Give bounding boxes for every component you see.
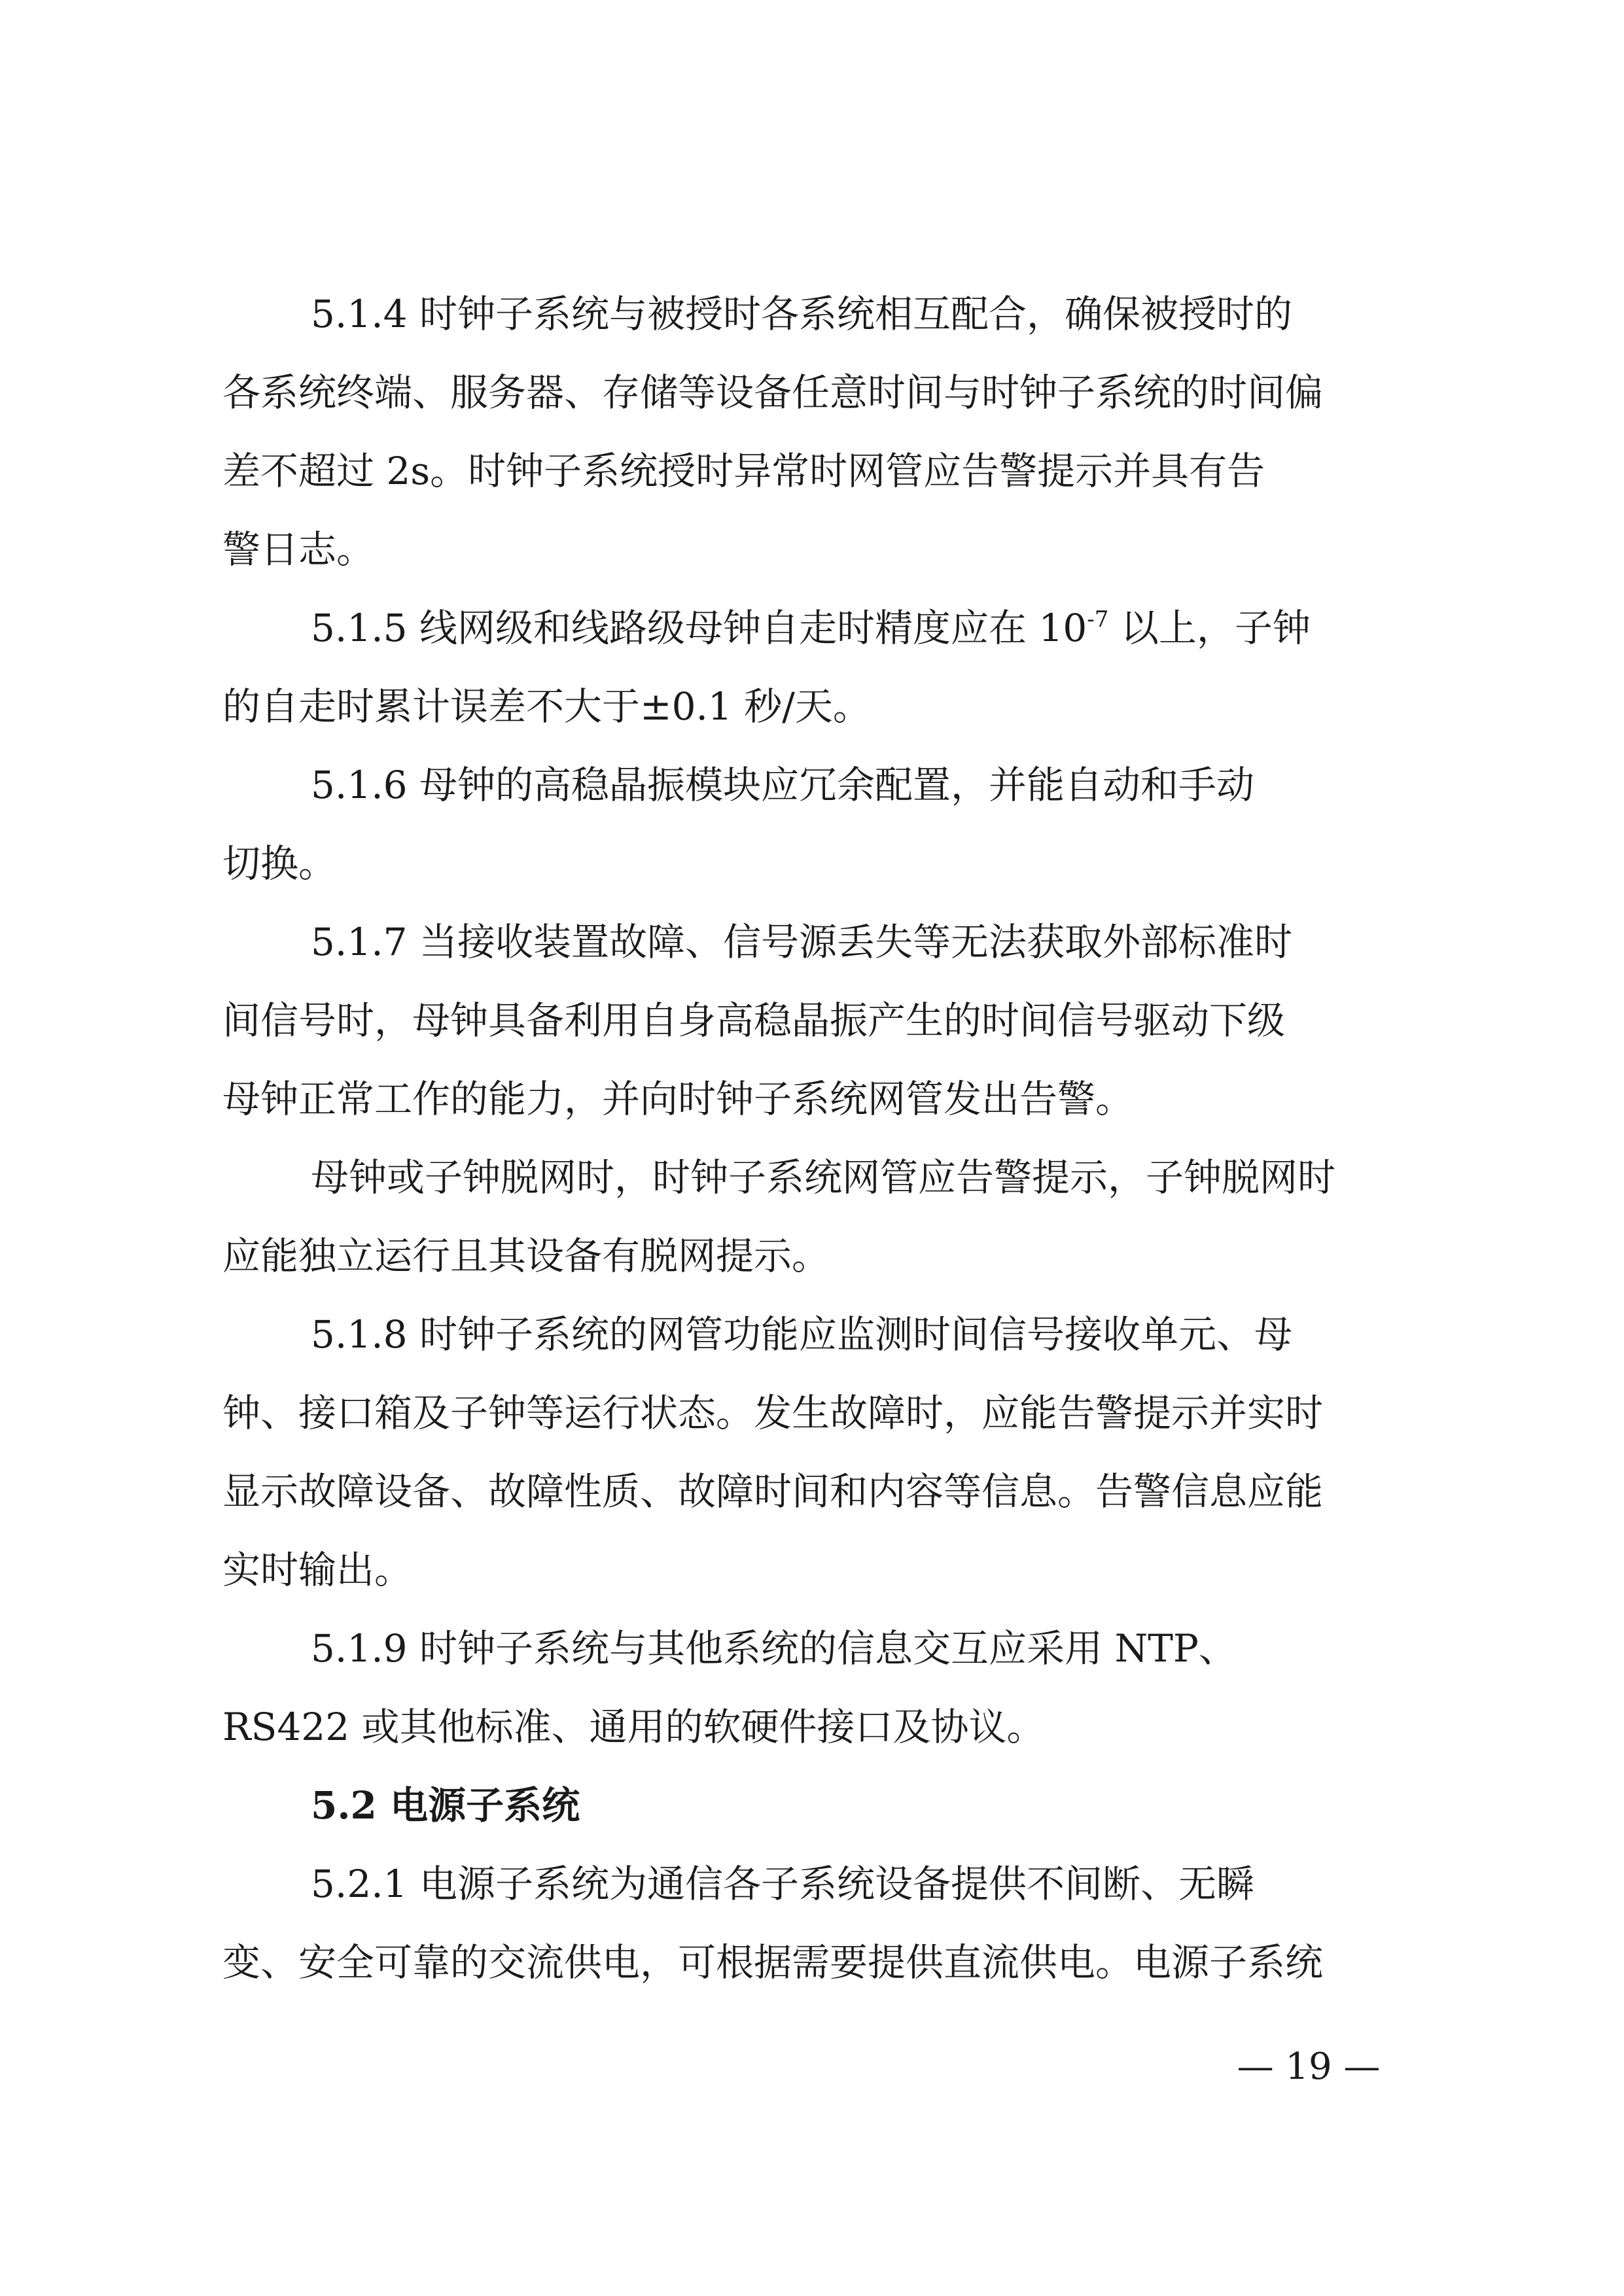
clause-text-part: 以上，子钟: [1108, 606, 1311, 650]
paragraph-line: [311, 1308, 1408, 1361]
clause-text: 的自走时累计误差不大于±0.1 秒/天。: [222, 684, 871, 729]
paragraph-line: [311, 759, 1408, 811]
clause-text: 显示故障设备、故障性质、故障时间和内容等信息。告警信息应能: [222, 1469, 1324, 1514]
clause-text: 差不超过 2s。时钟子系统授时异常时网管应告警提示并具有告: [222, 449, 1265, 493]
paragraph-line: [222, 1465, 1408, 1518]
clause-text-part: 5.1.5 线网级和线路级母钟自走时精度应在 10: [311, 606, 1087, 650]
paragraph-line: [222, 837, 1408, 890]
paragraph-line: [222, 445, 1408, 497]
paragraph-line: [222, 366, 1408, 419]
paragraph-line: [222, 994, 1408, 1047]
paragraph-line: [222, 1230, 1408, 1282]
paragraph-line: [311, 288, 1408, 340]
clause-text: 母钟或子钟脱网时，时钟子系统网管应告警提示，子钟脱网时: [311, 1155, 1336, 1200]
page-number: — 19 —: [1237, 2045, 1381, 2088]
clause-text: 切换。: [222, 841, 337, 886]
paragraph-line: [311, 1858, 1408, 1910]
clause-text: 间信号时，母钟具备利用自身高稳晶振产生的时间信号驱动下级: [222, 998, 1286, 1043]
paragraph-line: [311, 1622, 1408, 1675]
clause-text: 应能独立运行且其设备有脱网提示。: [222, 1234, 830, 1278]
paragraph-line: [222, 1387, 1408, 1439]
section-heading-text: 5.2 电源子系统: [311, 1783, 580, 1828]
clause-text: 5.1.4 时钟子系统与被授时各系统相互配合，确保被授时的: [311, 292, 1293, 336]
paragraph-line: [311, 602, 1408, 654]
clause-text: RS422 或其他标准、通用的软硬件接口及协议。: [222, 1705, 1045, 1749]
paragraph-line: [222, 1073, 1408, 1125]
clause-text: 5.1.8 时钟子系统的网管功能应监测时间信号接收单元、母: [311, 1312, 1293, 1357]
clause-text: 实时输出。: [222, 1548, 413, 1592]
clause-text: [311, 602, 1311, 654]
exponent: -7: [1087, 606, 1109, 633]
paragraph-line: [222, 523, 1408, 576]
clause-text: 变、安全可靠的交流供电，可根据需要提供直流供电。电源子系统: [222, 1940, 1324, 1985]
clause-text: 警日志。: [222, 527, 375, 572]
paragraph-line: [222, 1701, 1408, 1753]
paragraph-line: [311, 1151, 1408, 1204]
paragraph-line: [222, 1544, 1408, 1596]
clause-text: 5.1.7 当接收装置故障、信号源丢失等无法获取外部标准时: [311, 920, 1293, 964]
paragraph-line: [311, 916, 1408, 968]
clause-text: 钟、接口箱及子钟等运行状态。发生故障时，应能告警提示并实时: [222, 1391, 1324, 1435]
clause-text: 5.1.9 时钟子系统与其他系统的信息交互应采用 NTP、: [311, 1626, 1237, 1671]
paragraph-line: [222, 680, 1408, 733]
clause-text: 母钟正常工作的能力，并向时钟子系统网管发出告警。: [222, 1077, 1134, 1121]
clause-text: 各系统终端、服务器、存储等设备任意时间与时钟子系统的时间偏: [222, 370, 1324, 415]
section-heading: [311, 1779, 1408, 1832]
clause-text: 5.2.1 电源子系统为通信各子系统设备提供不间断、无瞬: [311, 1862, 1255, 1906]
clause-text: 5.1.6 母钟的高稳晶振模块应冗余配置，并能自动和手动: [311, 763, 1255, 807]
paragraph-line: [222, 1936, 1408, 1989]
